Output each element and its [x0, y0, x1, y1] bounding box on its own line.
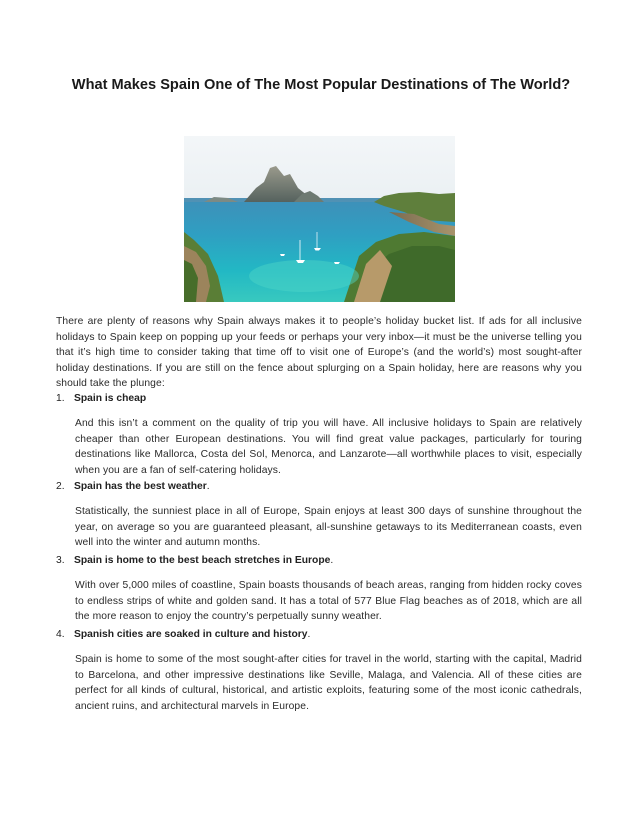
list-item-body: With over 5,000 miles of coastline, Spain boasts thousands of beach areas, ranging from hidden rocky coves to endless strips of white and golden sand. It has a total of 577 Blue Flag beaches as of 2018, which are all the more reason to enjoy the country’s perpetually sunny weather. — [75, 580, 582, 623]
article-title: What Makes Spain One of The Most Popular Destinations of The World? — [71, 77, 571, 93]
list-item-punct: . — [206, 481, 210, 492]
list-item-title: Spanish cities are soaked in culture and history — [74, 629, 308, 640]
list-item-number: 3. — [56, 555, 65, 566]
list-item-heading — [56, 479, 582, 494]
list-item-punct: . — [330, 555, 334, 566]
list-item-number: 4. — [56, 629, 65, 640]
list-item-punct: . — [307, 629, 311, 640]
list-item-title: Spain is cheap — [74, 393, 147, 404]
list-item-number: 2. — [56, 481, 65, 492]
list-item-heading — [56, 553, 582, 568]
list-item-body: Spain is home to some of the most sought-after cities for travel in the world, starting with the capital, Madrid to Barcelona, and other impressive destinations like Seville, Malaga, and Valencia. All of these cities are perfect for all kinds of cultural, historical, and artistic exploits, featuring some of the most iconic cathedrals, ancient ruins, and architectural marvels in Europe. — [75, 654, 582, 712]
list-item-body: And this isn’t a comment on the quality of trip you will have. All inclusive holidays to Spain are relatively cheaper than other European destinations. You will find great value packages, particularly for touring destinations like Mallorca, Costa del Sol, Menorca, and Lanzarote—all worthwhile places to visit, especially when you are a fan of self-catering holidays. — [75, 418, 582, 476]
spain-coast-photo — [184, 136, 455, 302]
list-item-title: Spain is home to the best beach stretches in Europe — [74, 555, 331, 566]
list-item-number: 1. — [56, 393, 65, 404]
list-item-heading — [56, 391, 582, 406]
list-item-heading — [56, 627, 582, 642]
list-item-title: Spain has the best weather — [74, 481, 207, 492]
intro-paragraph: There are plenty of reasons why Spain always makes it to people’s holiday bucket list. If ads for all inclusive holidays to Spain keep on popping up your feeds or perhaps your very inbox—it must be the universe telling you that it’s high time to consider taking that time off to visit one of Europe’s (and the world’s) most sought-after holiday destinations. If you are still on the fence about splurging on a Spain holiday, here are reasons why you should take the plunge: — [56, 316, 582, 390]
list-item-body: Statistically, the sunniest place in all of Europe, Spain enjoys at least 300 days of sunshine throughout the year, on average so you are guaranteed pleasant, all-sunshine getaways to its Mediterranean coasts, even well into the winter and autumn months. — [75, 506, 582, 549]
